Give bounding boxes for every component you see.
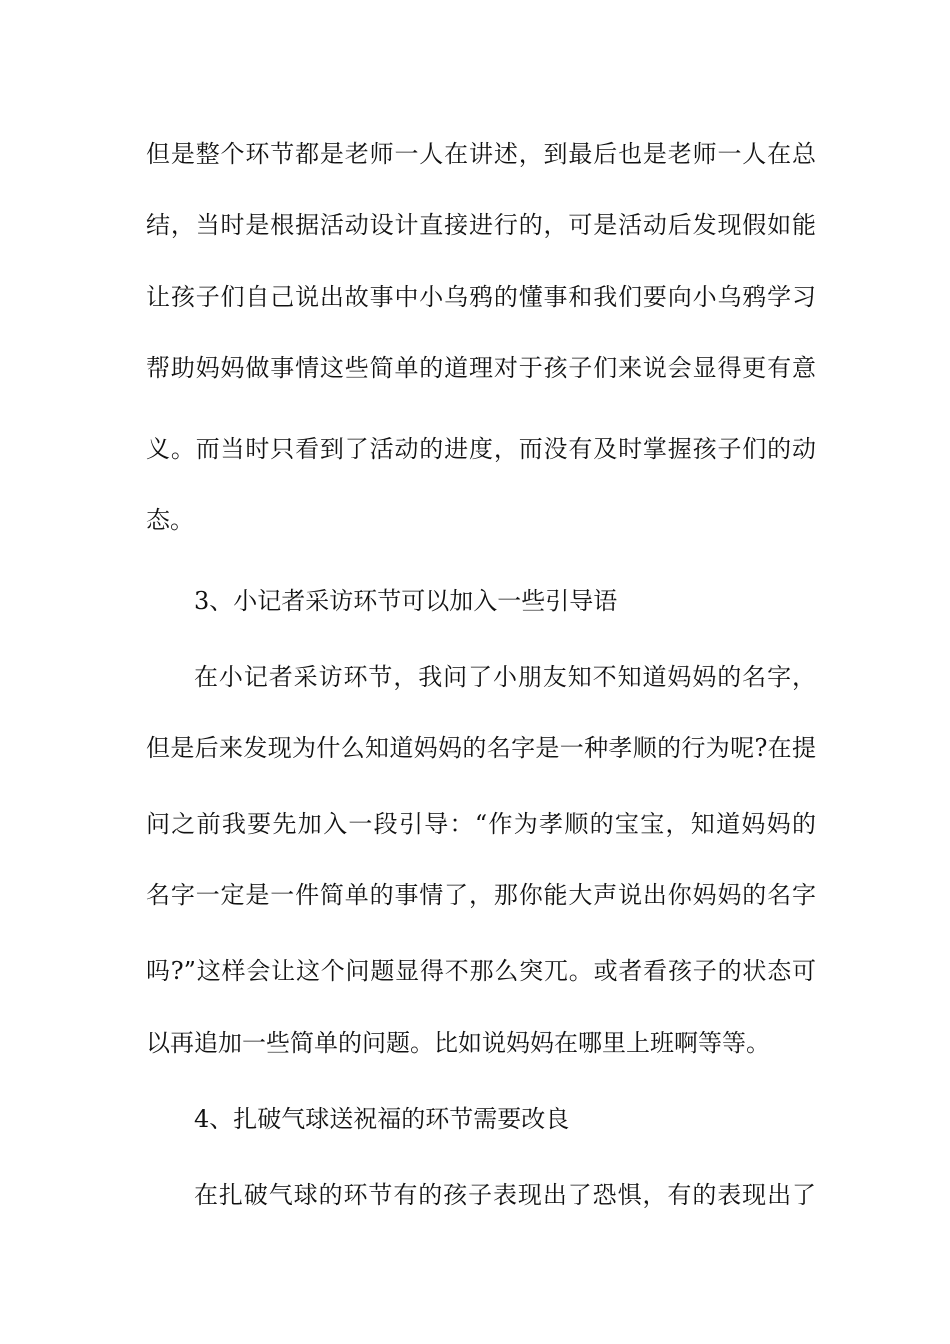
paragraph-line-11: 吗?”这样会让这个问题显得不那么突兀。或者看孩子的状态可 [146, 957, 816, 985]
section-heading-3: 3、小记者采访环节可以加入一些引导语 [194, 587, 618, 615]
paragraph-line-3: 让孩子们自己说出故事中小乌鸦的懂事和我们要向小乌鸦学习 [146, 283, 816, 311]
paragraph-line-5: 义。而当时只看到了活动的进度，而没有及时掌握孩子们的动 [146, 435, 816, 463]
paragraph-line-13: 在扎破气球的环节有的孩子表现出了恐惧，有的表现出了 [194, 1181, 816, 1209]
paragraph-line-9: 问之前我要先加入一段引导：“作为孝顺的宝宝，知道妈妈的 [146, 810, 816, 838]
paragraph-line-7: 在小记者采访环节，我问了小朋友知不知道妈妈的名字， [194, 663, 816, 691]
paragraph-line-8: 但是后来发现为什么知道妈妈的名字是一种孝顺的行为呢?在提 [146, 734, 816, 762]
paragraph-line-1: 但是整个环节都是老师一人在讲述，到最后也是老师一人在总 [146, 140, 816, 168]
section-heading-4: 4、扎破气球送祝福的环节需要改良 [194, 1105, 570, 1133]
paragraph-line-10: 名字一定是一件简单的事情了，那你能大声说出你妈妈的名字 [146, 881, 816, 909]
paragraph-line-2: 结，当时是根据活动设计直接进行的，可是活动后发现假如能 [146, 211, 816, 239]
paragraph-line-12: 以再追加一些简单的问题。比如说妈妈在哪里上班啊等等。 [146, 1029, 770, 1057]
paragraph-line-4: 帮助妈妈做事情这些简单的道理对于孩子们来说会显得更有意 [146, 354, 816, 382]
paragraph-line-6: 态。 [146, 506, 194, 534]
